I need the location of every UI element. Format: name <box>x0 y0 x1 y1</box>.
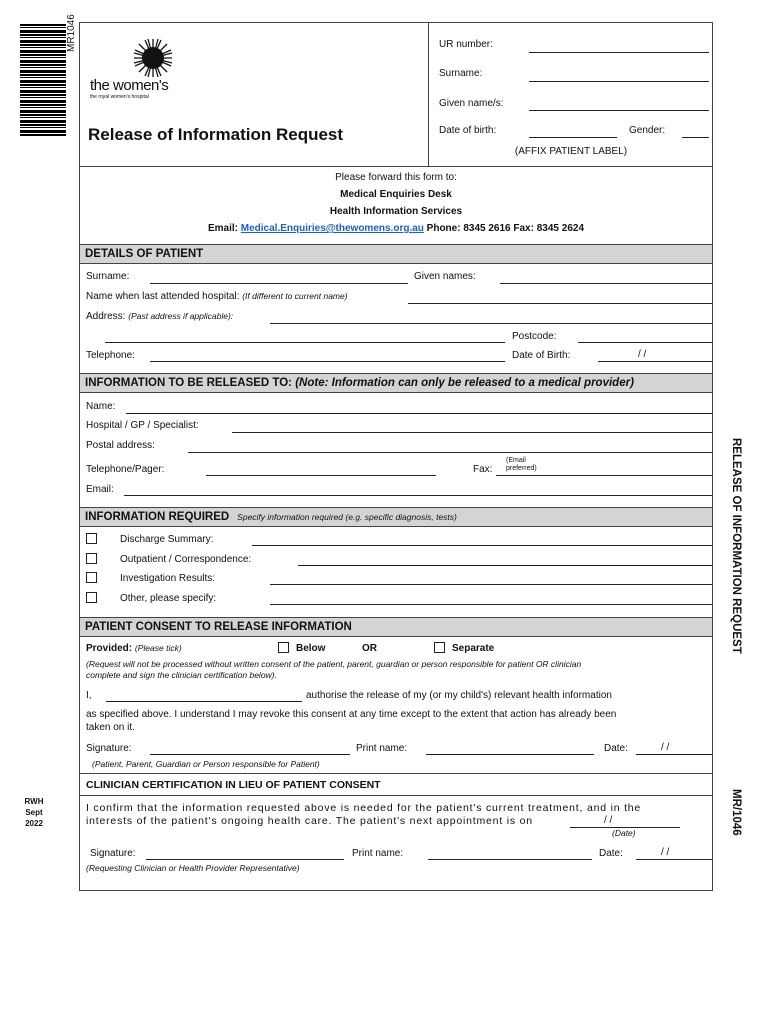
other-label: Other, please specify: <box>120 593 217 604</box>
given-names-label: Given names: <box>414 271 476 282</box>
section-release-to <box>80 373 712 393</box>
fax-note-line2: preferred) <box>506 465 537 472</box>
investigation-results-checkbox[interactable] <box>86 572 97 583</box>
last-hospital-label <box>86 291 348 302</box>
form-header <box>80 23 712 167</box>
rwh-month: Sept <box>25 808 43 817</box>
womens-logo <box>90 37 190 107</box>
consent-separate-label: Separate <box>452 643 495 654</box>
consent-signature-note: (Patient, Parent, Guardian or Person responsible for Patient) <box>92 759 320 769</box>
clinician-print-field[interactable] <box>428 859 592 860</box>
ur-number-label: UR number: <box>439 39 493 50</box>
discharge-summary-label: Discharge Summary: <box>120 534 214 545</box>
clinician-signature-note: (Requesting Clinician or Health Provider Representative) <box>86 863 300 873</box>
rwh-label: RWH <box>24 797 44 806</box>
consent-statement-3: taken on it. <box>86 722 135 733</box>
dob-label: Date of Birth: <box>512 350 571 361</box>
address-field-1[interactable] <box>270 323 712 324</box>
recipient-email-field[interactable] <box>124 495 712 496</box>
consent-signature-field[interactable] <box>150 754 350 755</box>
label-given-names-field[interactable] <box>529 110 709 111</box>
ur-number-field[interactable] <box>529 52 709 53</box>
clinician-statement-1: I confirm that the information requested above is needed for the patient's current treatment, and in the <box>86 802 642 814</box>
appointment-date-note: (Date) <box>612 828 636 838</box>
consent-date-label: Date: <box>604 743 628 754</box>
address-field-2[interactable] <box>105 342 505 343</box>
label-gender-field[interactable] <box>682 137 709 138</box>
postal-address-label: Postal address: <box>86 440 155 451</box>
forward-contact <box>80 220 712 237</box>
recipient-name-label: Name: <box>86 401 116 412</box>
telephone-field[interactable] <box>150 361 505 362</box>
vertical-form-code: MR/1046 <box>730 789 742 836</box>
address-label <box>86 311 233 322</box>
info-required-heading: INFORMATION REQUIRED <box>85 511 230 523</box>
label-dob-field[interactable] <box>529 137 617 138</box>
fax-note-line1: (Email <box>506 457 526 464</box>
investigation-results-label: Investigation Results: <box>120 573 216 584</box>
info-required-hint: Specify information required (e.g. specific diagnosis, tests) <box>237 512 457 522</box>
postcode-label: Postcode: <box>512 331 557 342</box>
patient-label-area <box>428 23 712 167</box>
form-code-vertical: MR1046 <box>66 14 77 52</box>
clinician-statement-2: interests of the patient's ongoing health care. The patient's next appointment is on <box>86 815 533 827</box>
email-label: Email: <box>207 223 238 234</box>
clinician-signature-label: Signature: <box>90 848 136 859</box>
outpatient-checkbox[interactable] <box>86 553 97 564</box>
dob-field[interactable] <box>598 361 712 362</box>
provided-text: Provided: <box>86 643 133 654</box>
section-patient-consent: PATIENT CONSENT TO RELEASE INFORMATION <box>80 617 712 637</box>
logo-tagline: the royal women's hospital <box>90 94 149 100</box>
clinician-heading: CLINICIAN CERTIFICATION IN LIEU OF PATIENT CONSENT <box>86 779 381 791</box>
provided-label <box>86 643 182 654</box>
clinician-date-label: Date: <box>599 848 623 859</box>
consent-below-checkbox[interactable] <box>278 642 289 653</box>
address-text: Address: <box>86 311 126 322</box>
email-link[interactable]: Medical.Enquiries@thewomens.org.au <box>240 223 424 234</box>
consent-date-slashes: / / <box>661 742 670 753</box>
provided-note: (Please tick) <box>134 643 182 653</box>
barcode <box>20 24 66 136</box>
affix-label-note: (AFFIX PATIENT LABEL) <box>514 146 628 157</box>
consent-authorise-text: authorise the release of my (or my child's) relevant health information <box>306 690 612 701</box>
label-dob: Date of birth: <box>439 125 497 136</box>
release-form <box>79 22 713 891</box>
forward-service: Health Information Services <box>329 206 463 217</box>
fax-number: Fax: 8345 2624 <box>513 223 585 234</box>
consent-notice-1: (Request will not be processed without written consent of the patient, parent, guardian or person responsible for patient OR clinician <box>86 659 582 669</box>
given-names-field[interactable] <box>500 283 712 284</box>
vertical-form-title: RELEASE OF INFORMATION REQUEST <box>730 438 742 654</box>
rwh-date-stamp <box>20 796 48 829</box>
consent-print-field[interactable] <box>426 754 594 755</box>
dob-slashes: / / <box>638 349 647 360</box>
surname-field[interactable] <box>150 283 408 284</box>
release-to-heading: INFORMATION TO BE RELEASED TO: <box>85 377 293 389</box>
telephone-label: Telephone: <box>86 350 135 361</box>
forward-desk: Medical Enquiries Desk <box>340 189 452 200</box>
discharge-summary-field[interactable] <box>252 545 712 546</box>
forward-address <box>80 169 712 237</box>
other-checkbox[interactable] <box>86 592 97 603</box>
rwh-year: 2022 <box>25 819 43 828</box>
consent-or-label: OR <box>362 643 377 654</box>
outpatient-field[interactable] <box>298 565 712 566</box>
label-given-names: Given name/s: <box>439 98 504 109</box>
recipient-name-field[interactable] <box>126 413 712 414</box>
address-note: (Past address if applicable): <box>128 311 234 321</box>
consent-name-field[interactable] <box>106 701 302 702</box>
hospital-gp-label: Hospital / GP / Specialist: <box>86 420 199 431</box>
recipient-fax-label: Fax: <box>473 464 493 475</box>
recipient-phone-field[interactable] <box>206 475 436 476</box>
postal-address-field[interactable] <box>188 452 712 453</box>
hospital-gp-field[interactable] <box>232 432 712 433</box>
clinician-divider-2 <box>80 795 712 796</box>
consent-date-field[interactable] <box>636 754 712 755</box>
consent-statement-2: as specified above. I understand I may revoke this consent at any time except to the extent that action has already been <box>86 709 617 720</box>
consent-signature-label: Signature: <box>86 743 132 754</box>
form-title: Release of Information Request <box>88 125 344 144</box>
consent-notice-2: complete and sign the clinician certification below). <box>86 670 277 680</box>
label-gender: Gender: <box>629 125 666 136</box>
forward-intro: Please forward this form to: <box>335 172 457 183</box>
clinician-divider <box>80 773 712 774</box>
consent-print-label: Print name: <box>356 743 408 754</box>
label-surname: Surname: <box>439 68 483 79</box>
release-to-note: (Note: Information can only be released to a medical provider) <box>295 377 634 389</box>
clinician-print-label: Print name: <box>352 848 404 859</box>
surname-label: Surname: <box>86 271 130 282</box>
last-hospital-text: Name when last attended hospital: <box>86 291 240 302</box>
appointment-slashes: / / <box>604 815 613 826</box>
recipient-fax-field[interactable] <box>496 475 712 476</box>
phone-number: Phone: 8345 2616 <box>426 223 511 234</box>
other-field[interactable] <box>270 604 712 605</box>
fax-note <box>506 457 537 473</box>
postcode-field[interactable] <box>578 342 712 343</box>
consent-below-label: Below <box>296 643 326 654</box>
last-hospital-note: (If different to current name) <box>242 291 348 301</box>
consent-i-label: I, <box>86 690 92 701</box>
clinician-date-slashes: / / <box>661 847 670 858</box>
consent-separate-checkbox[interactable] <box>434 642 445 653</box>
outpatient-label: Outpatient / Correspondence: <box>120 554 252 565</box>
clinician-date-field[interactable] <box>636 859 712 860</box>
last-hospital-field[interactable] <box>408 303 712 304</box>
recipient-email-label: Email: <box>86 484 114 495</box>
logo-wordmark: the women's <box>90 77 169 94</box>
sunburst-logo-icon <box>132 37 174 79</box>
clinician-signature-field[interactable] <box>146 859 344 860</box>
section-info-required <box>80 507 712 527</box>
label-surname-field[interactable] <box>529 81 709 82</box>
section-patient-details: DETAILS OF PATIENT <box>80 244 712 264</box>
recipient-phone-label: Telephone/Pager: <box>86 464 165 475</box>
discharge-summary-checkbox[interactable] <box>86 533 97 544</box>
investigation-results-field[interactable] <box>270 584 712 585</box>
